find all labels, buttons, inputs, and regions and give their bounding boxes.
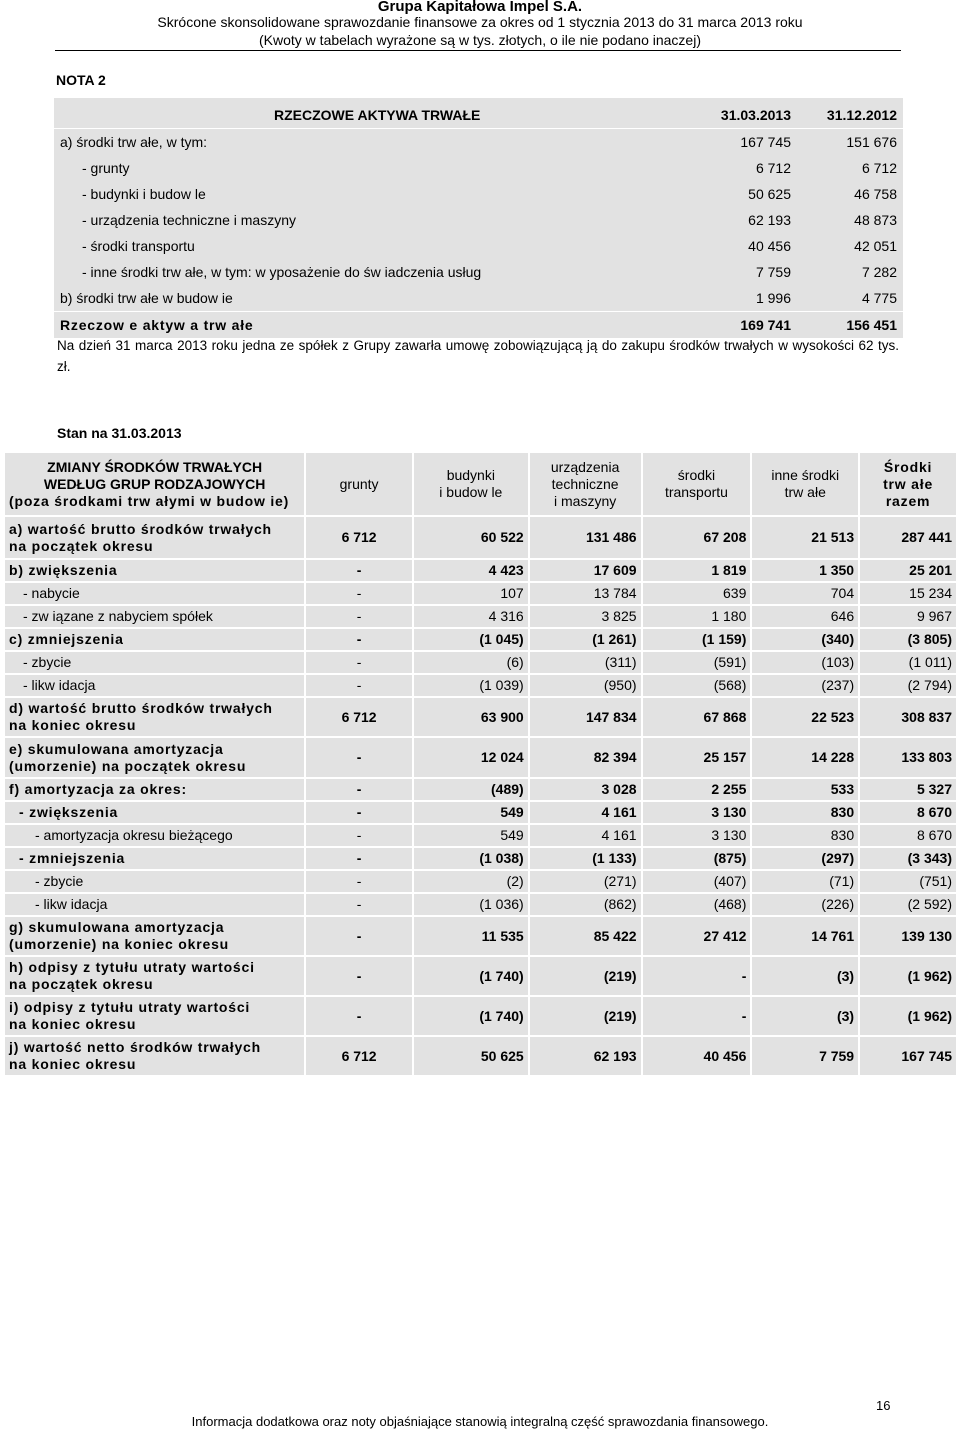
report-title: Skrócone skonsolidowane sprawozdanie finansowe za okres od 1 stycznia 2013 do 31 marca 2013 roku: [157, 14, 803, 30]
cell-value: 156 451: [797, 312, 903, 339]
cell-value: -: [305, 628, 413, 651]
nota-title: NOTA 2: [56, 72, 106, 88]
cell-value: 12 024: [413, 737, 529, 778]
cell-value: 14 761: [751, 916, 859, 956]
header-line: Środki: [883, 458, 933, 475]
cell-value: 3 130: [642, 824, 752, 847]
cell-value: 67 208: [642, 516, 752, 559]
header-line: trw ałe: [883, 475, 934, 492]
col-header-2013: 31.03.2013: [694, 98, 797, 129]
table-row: [54, 259, 903, 285]
row-label: - grunty: [54, 155, 694, 181]
cell-value: -: [305, 674, 413, 697]
cell-value: 167 745: [859, 1036, 957, 1076]
cell-value: 50 625: [413, 1036, 529, 1076]
cell-value: 42 051: [797, 233, 903, 259]
col-header-transport: [642, 452, 752, 516]
col-header-urzadzenia: [529, 452, 642, 516]
cell-value: -: [305, 737, 413, 778]
row-label: - inne środki trw ałe, w tym: w yposażenie do św iadczenia usług: [54, 259, 694, 285]
cell-value: 169 741: [694, 312, 797, 339]
cell-value: 139 130: [859, 916, 957, 956]
cell-value: 1 180: [642, 605, 752, 628]
header-line: razem: [885, 492, 931, 509]
cell-value: -: [305, 824, 413, 847]
header-line: (poza środkami trw ałymi w budow ie): [9, 492, 290, 509]
table-row: [4, 824, 957, 847]
table-row: [54, 285, 903, 312]
row-label-line: a) wartość brutto środków trwałych: [9, 520, 272, 537]
row-label-line: g) skumulowana amortyzacja: [9, 919, 225, 935]
row-label-line: - zbycie: [23, 654, 72, 670]
cell-value: -: [305, 956, 413, 996]
cell-value: -: [642, 956, 752, 996]
row-label: [4, 956, 305, 996]
cell-value: 60 522: [413, 516, 529, 559]
header-line: WEDŁUG GRUP RODZAJOWYCH: [43, 475, 266, 492]
row-label: [4, 559, 305, 582]
cell-value: 11 535: [413, 916, 529, 956]
row-label-line: j) wartość netto środków trwałych: [9, 1039, 261, 1055]
cell-value: 7 759: [751, 1036, 859, 1076]
table-row: [4, 651, 957, 674]
cell-value: (751): [859, 870, 957, 893]
cell-value: 85 422: [529, 916, 642, 956]
row-label-line: na koniec okresu: [9, 717, 137, 733]
cell-value: 8 670: [859, 801, 957, 824]
fixed-assets-table: [54, 98, 903, 338]
header-line: urządzenia: [550, 458, 620, 475]
cell-value: 830: [751, 824, 859, 847]
cell-value: -: [305, 847, 413, 870]
cell-value: 639: [642, 582, 752, 605]
row-label: [4, 893, 305, 916]
row-label-line: - likw idacja: [35, 896, 108, 912]
cell-value: 48 873: [797, 207, 903, 233]
row-label: [4, 801, 305, 824]
row-label: a) środki trw ałe, w tym:: [54, 129, 694, 156]
cell-value: 7 282: [797, 259, 903, 285]
cell-value: 4 775: [797, 285, 903, 312]
cell-value: 133 803: [859, 737, 957, 778]
row-label-line: f) amortyzacja za okres:: [9, 781, 187, 797]
table-row: [4, 870, 957, 893]
cell-value: 549: [413, 824, 529, 847]
note-paragraph: Na dzień 31 marca 2013 roku jedna ze spółek z Grupy zawarła umowę zobowiązującą ją do zakupu środków trwałych w wysokości 62 tys. zł.: [57, 338, 899, 374]
cell-value: 2 255: [642, 778, 752, 801]
cell-value: 646: [751, 605, 859, 628]
table-row: [4, 778, 957, 801]
cell-value: 830: [751, 801, 859, 824]
row-label-line: - likw idacja: [23, 677, 96, 693]
cell-value: -: [305, 778, 413, 801]
table-title: RZECZOWE AKTYWA TRWAŁE: [54, 98, 694, 129]
cell-value: (237): [751, 674, 859, 697]
cell-value: (1 036): [413, 893, 529, 916]
col-header-grunty: grunty: [305, 452, 413, 516]
cell-value: 533: [751, 778, 859, 801]
cell-value: -: [305, 605, 413, 628]
cell-value: 17 609: [529, 559, 642, 582]
table-row: [4, 674, 957, 697]
row-label: Rzeczow e aktyw a trw ałe: [54, 312, 694, 339]
row-label-line: na początek okresu: [9, 976, 154, 992]
table-row: [4, 996, 957, 1036]
cell-value: 287 441: [859, 516, 957, 559]
table-row: [54, 155, 903, 181]
row-label: [4, 916, 305, 956]
cell-value: 5 327: [859, 778, 957, 801]
cell-value: -: [305, 870, 413, 893]
header-line: środki: [677, 467, 716, 483]
cell-value: (2): [413, 870, 529, 893]
row-label-line: c) zmniejszenia: [9, 631, 124, 647]
cell-value: 3 028: [529, 778, 642, 801]
table-row: [4, 582, 957, 605]
cell-value: 549: [413, 801, 529, 824]
table-row: [54, 129, 903, 156]
table-row: [54, 233, 903, 259]
cell-value: (1 011): [859, 651, 957, 674]
cell-value: 13 784: [529, 582, 642, 605]
cell-value: 4 316: [413, 605, 529, 628]
cell-value: (3): [751, 996, 859, 1036]
cell-value: 40 456: [642, 1036, 752, 1076]
row-label-line: (umorzenie) na koniec okresu: [9, 936, 230, 952]
table-row: [4, 893, 957, 916]
header-line: techniczne: [551, 475, 619, 492]
cell-value: 62 193: [694, 207, 797, 233]
cell-value: (862): [529, 893, 642, 916]
cell-value: 25 157: [642, 737, 752, 778]
cell-value: (340): [751, 628, 859, 651]
cell-value: (1 039): [413, 674, 529, 697]
cell-value: (489): [413, 778, 529, 801]
row-label: [4, 870, 305, 893]
cell-value: (3 805): [859, 628, 957, 651]
col-header-label: [4, 452, 305, 516]
col-header-razem: [859, 452, 957, 516]
row-label: [4, 996, 305, 1036]
col-header-budynki: [413, 452, 529, 516]
row-label: [4, 582, 305, 605]
cell-value: (71): [751, 870, 859, 893]
cell-value: 1 996: [694, 285, 797, 312]
cell-value: 40 456: [694, 233, 797, 259]
cell-value: 1 819: [642, 559, 752, 582]
cell-value: 6 712: [305, 697, 413, 737]
cell-value: (3): [751, 956, 859, 996]
cell-value: (2 592): [859, 893, 957, 916]
row-label: [4, 1036, 305, 1076]
col-header-inne: [751, 452, 859, 516]
table-row: [54, 181, 903, 207]
cell-value: -: [305, 893, 413, 916]
cell-value: -: [305, 651, 413, 674]
row-label-line: - nabycie: [23, 585, 80, 601]
header-line: trw ałe: [784, 484, 826, 500]
cell-value: (950): [529, 674, 642, 697]
cell-value: 167 745: [694, 129, 797, 156]
cell-value: (875): [642, 847, 752, 870]
table-row: [4, 847, 957, 870]
row-label: [4, 605, 305, 628]
row-label: [4, 824, 305, 847]
cell-value: (1 133): [529, 847, 642, 870]
cell-value: 4 161: [529, 824, 642, 847]
cell-value: (6): [413, 651, 529, 674]
row-label: [4, 737, 305, 778]
cell-value: 1 350: [751, 559, 859, 582]
table-row: [4, 628, 957, 651]
cell-value: -: [305, 996, 413, 1036]
units-note: (Kwoty w tabelach wyrażone są w tys. złotych, o ile nie podano inaczej): [259, 32, 701, 48]
cell-value: (219): [529, 996, 642, 1036]
table-row: [4, 1036, 957, 1076]
row-label-line: na koniec okresu: [9, 1056, 137, 1072]
row-label: - środki transportu: [54, 233, 694, 259]
table-row: [4, 801, 957, 824]
cell-value: 6 712: [305, 1036, 413, 1076]
header-rule: [55, 50, 901, 51]
cell-value: (1 740): [413, 996, 529, 1036]
row-label: [4, 628, 305, 651]
row-label-line: (umorzenie) na początek okresu: [9, 757, 247, 774]
section-heading: Stan na 31.03.2013: [57, 425, 182, 441]
table-row: [4, 697, 957, 737]
table-header-row: [54, 98, 903, 129]
cell-value: 27 412: [642, 916, 752, 956]
cell-value: -: [305, 801, 413, 824]
row-label-line: b) zwiększenia: [9, 562, 118, 578]
table-header-row: [4, 452, 957, 516]
table-row: [4, 559, 957, 582]
row-label-line: - zmniejszenia: [19, 850, 126, 866]
row-label: [4, 651, 305, 674]
cell-value: (1 261): [529, 628, 642, 651]
row-label: - budynki i budow le: [54, 181, 694, 207]
cell-value: 25 201: [859, 559, 957, 582]
cell-value: (591): [642, 651, 752, 674]
cell-value: -: [642, 996, 752, 1036]
table-row: [4, 516, 957, 559]
header-line: inne środki: [771, 467, 840, 483]
cell-value: 63 900: [413, 697, 529, 737]
cell-value: 6 712: [305, 516, 413, 559]
cell-value: -: [305, 582, 413, 605]
cell-value: (1 159): [642, 628, 752, 651]
cell-value: 3 825: [529, 605, 642, 628]
cell-value: 4 161: [529, 801, 642, 824]
cell-value: (311): [529, 651, 642, 674]
cell-value: 14 228: [751, 737, 859, 778]
table-row: [54, 207, 903, 233]
row-label: [4, 674, 305, 697]
page-number: 16: [876, 1398, 891, 1413]
cell-value: (3 343): [859, 847, 957, 870]
cell-value: (407): [642, 870, 752, 893]
cell-value: -: [305, 559, 413, 582]
cell-value: (219): [529, 956, 642, 996]
cell-value: 50 625: [694, 181, 797, 207]
row-label: [4, 516, 305, 559]
cell-value: 131 486: [529, 516, 642, 559]
header-line: ZMIANY ŚRODKÓW TRWAŁYCH: [47, 458, 263, 475]
cell-value: 21 513: [751, 516, 859, 559]
cell-value: -: [305, 916, 413, 956]
cell-value: 107: [413, 582, 529, 605]
row-label: - urządzenia techniczne i maszyny: [54, 207, 694, 233]
header-line: i budow le: [439, 484, 503, 500]
cell-value: (1 045): [413, 628, 529, 651]
cell-value: (468): [642, 893, 752, 916]
row-label-line: - amortyzacja okresu bieżącego: [35, 827, 233, 843]
cell-value: 147 834: [529, 697, 642, 737]
row-label-line: e) skumulowana amortyzacja: [9, 740, 224, 757]
page-footer: Informacja dodatkowa oraz noty objaśniające stanowią integralną część sprawozdania finansowego.: [191, 1414, 769, 1429]
table-row: [4, 916, 957, 956]
cell-value: (1 962): [859, 996, 957, 1036]
table-row: [4, 956, 957, 996]
cell-value: (1 038): [413, 847, 529, 870]
header-line: budynki: [446, 467, 495, 483]
cell-value: 67 868: [642, 697, 752, 737]
cell-value: (103): [751, 651, 859, 674]
row-label-line: na początek okresu: [9, 537, 154, 554]
cell-value: 82 394: [529, 737, 642, 778]
row-label: [4, 778, 305, 801]
row-label-line: - zw iązane z nabyciem spółek: [23, 608, 213, 624]
cell-value: (226): [751, 893, 859, 916]
cell-value: (2 794): [859, 674, 957, 697]
row-label-line: na koniec okresu: [9, 1016, 137, 1032]
row-label: [4, 847, 305, 870]
cell-value: 7 759: [694, 259, 797, 285]
cell-value: 4 423: [413, 559, 529, 582]
row-label-line: h) odpisy z tytułu utraty wartości: [9, 959, 255, 975]
company-name: Grupa Kapitałowa Impel S.A.: [377, 0, 583, 15]
cell-value: 151 676: [797, 129, 903, 156]
cell-value: (1 740): [413, 956, 529, 996]
row-label-line: d) wartość brutto środków trwałych: [9, 700, 273, 716]
cell-value: (1 962): [859, 956, 957, 996]
header-line: i maszyny: [554, 492, 617, 509]
row-label: [4, 697, 305, 737]
col-header-2012: 31.12.2012: [797, 98, 903, 129]
cell-value: 6 712: [694, 155, 797, 181]
row-label-line: - zwiększenia: [19, 804, 119, 820]
cell-value: 62 193: [529, 1036, 642, 1076]
row-label-line: - zbycie: [35, 873, 84, 889]
fixed-assets-changes-table: [3, 451, 958, 1077]
row-label: b) środki trw ałe w budow ie: [54, 285, 694, 312]
cell-value: (271): [529, 870, 642, 893]
cell-value: 308 837: [859, 697, 957, 737]
cell-value: 15 234: [859, 582, 957, 605]
cell-value: 3 130: [642, 801, 752, 824]
row-label-line: i) odpisy z tytułu utraty wartości: [9, 999, 251, 1015]
table-row: [4, 737, 957, 778]
cell-value: (297): [751, 847, 859, 870]
cell-value: 8 670: [859, 824, 957, 847]
cell-value: 9 967: [859, 605, 957, 628]
table-row: [4, 605, 957, 628]
cell-value: 704: [751, 582, 859, 605]
header-line: transportu: [664, 484, 728, 500]
cell-value: 46 758: [797, 181, 903, 207]
cell-value: 22 523: [751, 697, 859, 737]
cell-value: 6 712: [797, 155, 903, 181]
cell-value: (568): [642, 674, 752, 697]
